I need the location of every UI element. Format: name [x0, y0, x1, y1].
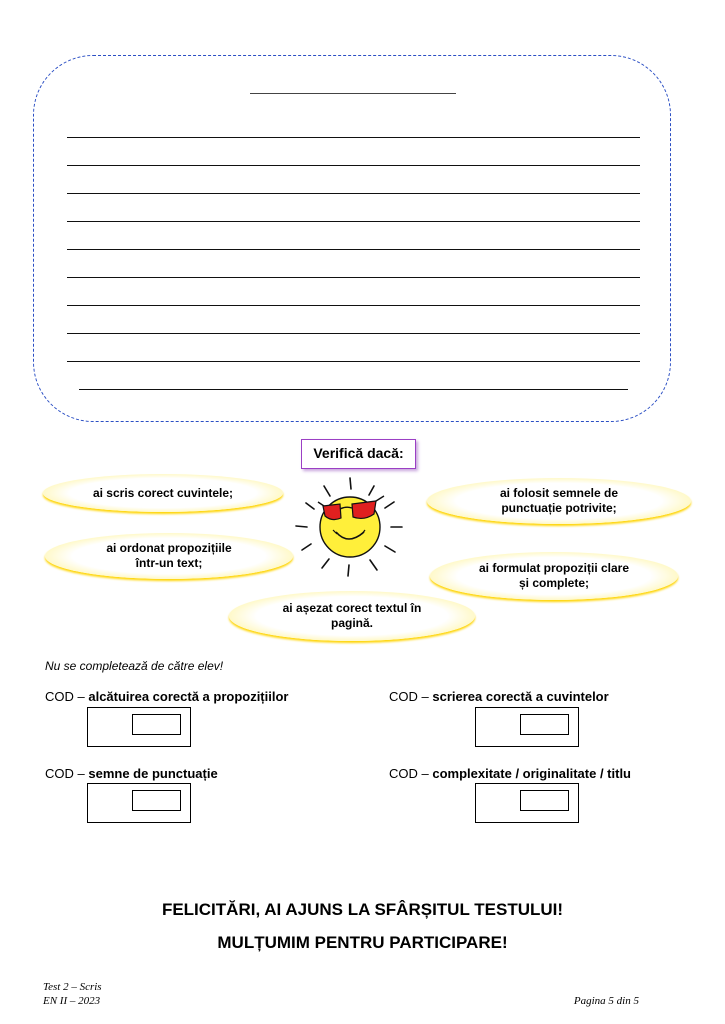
- cod-label-punctuation: [45, 766, 218, 781]
- writing-line: [67, 137, 640, 138]
- checklist-item-text: ai scris corect cuvintele;: [92, 485, 234, 500]
- cod-prefix: COD –: [45, 766, 85, 781]
- checklist-item-text: ai formulat propoziții clare: [478, 561, 630, 575]
- sun-icon: [290, 472, 415, 582]
- writing-line: [79, 389, 628, 390]
- writing-line: [67, 221, 640, 222]
- checklist-item-text: ai așezat corect textul în: [282, 601, 422, 615]
- writing-line: [67, 165, 640, 166]
- writing-line: [67, 277, 640, 278]
- writing-line: [67, 361, 640, 362]
- score-box-complexity: [475, 783, 579, 823]
- cod-label-complexity: [389, 766, 631, 781]
- writing-area: [33, 55, 671, 422]
- checklist-item-punctuation: [427, 478, 691, 524]
- cod-prefix: COD –: [45, 689, 85, 704]
- score-box-punctuation: [87, 783, 191, 823]
- checklist-item-text: într-un text;: [135, 556, 203, 570]
- closing-thanks: MULȚUMIM PENTRU PARTICIPARE!: [217, 933, 508, 952]
- writing-line: [67, 333, 640, 334]
- score-field[interactable]: [520, 790, 569, 811]
- score-box-sentences: [87, 707, 191, 747]
- closing-congrats: FELICITĂRI, AI AJUNS LA SFÂRȘITUL TESTULUI!: [161, 900, 564, 919]
- writing-line: [67, 193, 640, 194]
- footer-test: Test 2 – Scris: [43, 981, 102, 993]
- cod-criterion: complexitate / originalitate / titlu: [432, 766, 632, 781]
- checklist-item-text: și complete;: [518, 576, 590, 590]
- cod-label-spelling: [389, 689, 609, 704]
- writing-line: [67, 305, 640, 306]
- checklist-item-text: punctuație potrivite;: [501, 501, 617, 515]
- checklist-item-spelling: [43, 474, 283, 512]
- cod-label-sentences: [45, 689, 288, 704]
- cod-criterion: scrierea corectă a cuvintelor: [432, 689, 609, 704]
- cod-criterion: semne de punctuație: [88, 766, 218, 781]
- score-box-spelling: [475, 707, 579, 747]
- score-field[interactable]: [132, 790, 181, 811]
- footer-left: [43, 980, 102, 1008]
- footer-page: Pagina 5 din 5: [573, 995, 639, 1007]
- checklist-item-layout: [229, 591, 475, 641]
- checklist-item-sentences: [430, 552, 678, 600]
- grading-note: Nu se completează de către elev!: [45, 659, 224, 673]
- checklist-item-text: pagină.: [330, 616, 373, 630]
- checklist-item-text: ai folosit semnele de: [499, 486, 619, 500]
- cod-criterion: alcătuirea corectă a propozițiilor: [88, 689, 289, 704]
- cod-prefix: COD –: [389, 689, 429, 704]
- checklist-item-order: [45, 533, 293, 579]
- cod-prefix: COD –: [389, 766, 429, 781]
- score-field[interactable]: [132, 714, 181, 735]
- title-line: [250, 93, 456, 94]
- checklist-title: Verifică dacă:: [301, 439, 416, 469]
- writing-line: [67, 249, 640, 250]
- score-field[interactable]: [520, 714, 569, 735]
- checklist-item-text: ai ordonat propozițiile: [106, 541, 232, 555]
- footer-exam: EN II – 2023: [43, 995, 101, 1007]
